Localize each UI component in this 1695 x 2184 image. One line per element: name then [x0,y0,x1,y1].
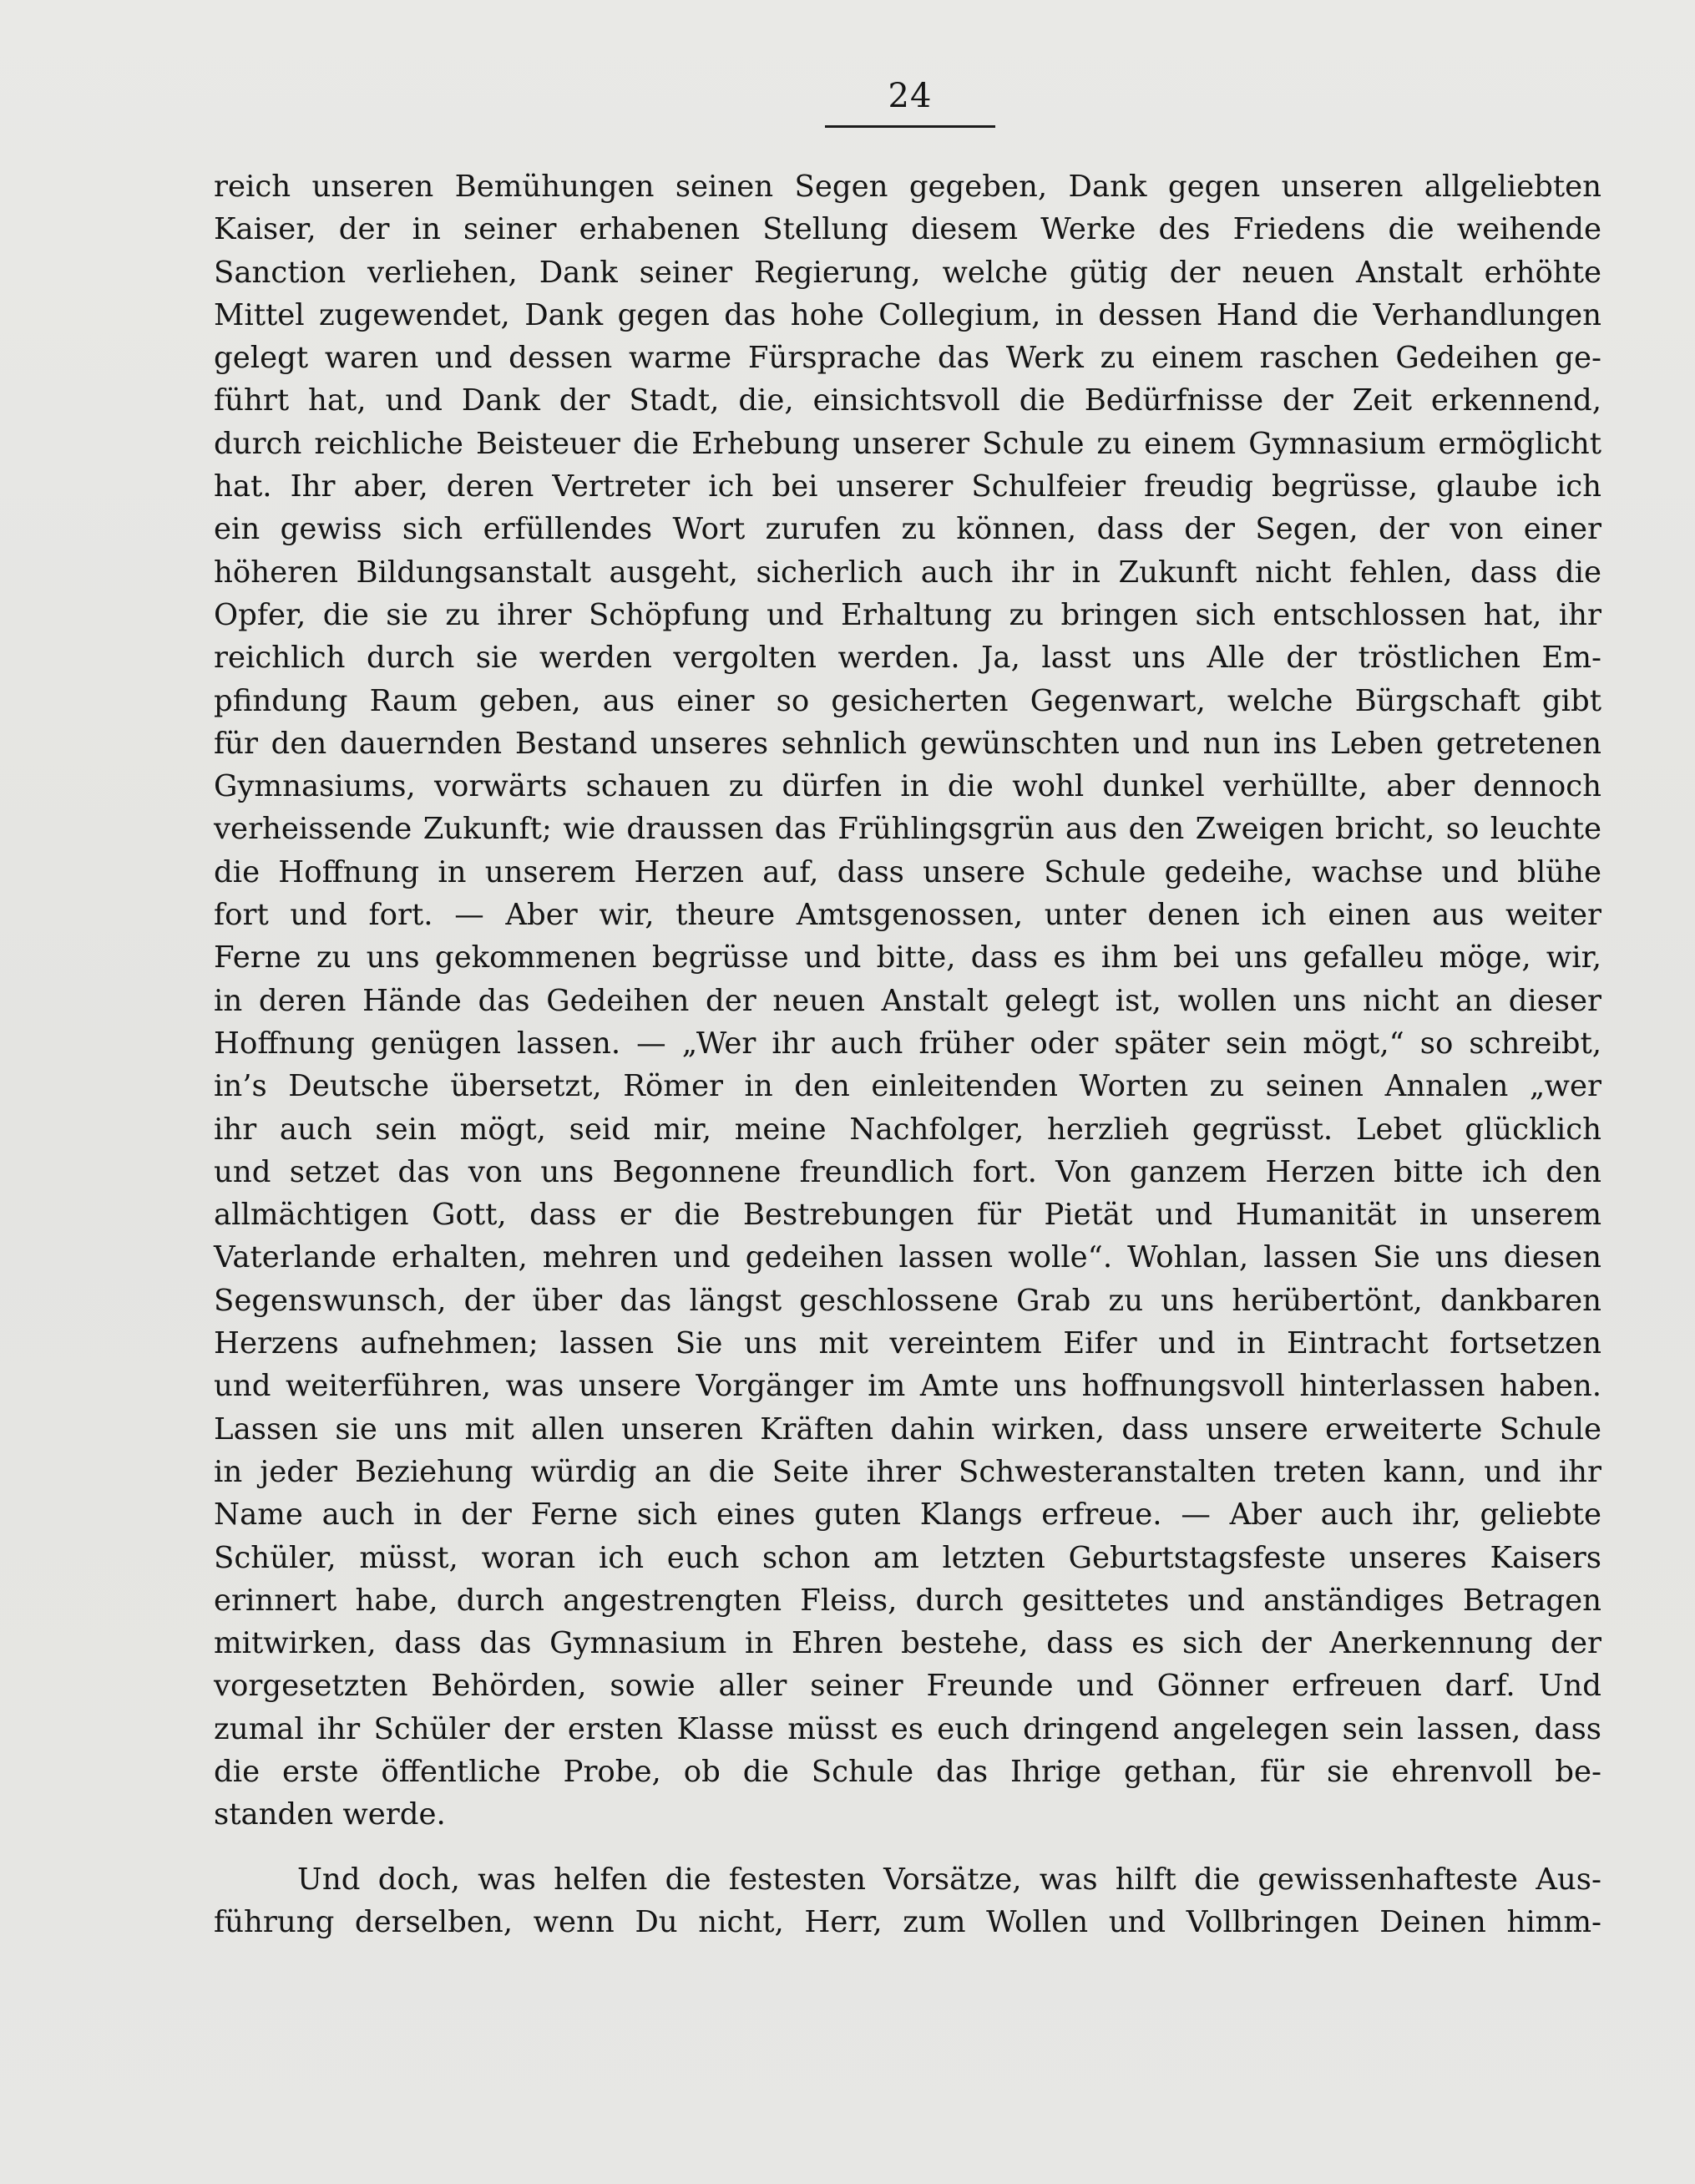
text-line: mitwirken, dass das Gymnasium in Ehren bestehe, dass es sich der Anerkennung der [214,1626,1601,1661]
paragraph-2 [214,1858,1601,1944]
text-line: Opfer, die sie zu ihrer Schöpfung und Erhaltung zu bringen sich entschlossen hat, ihr [214,597,1601,632]
paragraph-1 [214,165,1601,1837]
text-line: gelegt waren und dessen warme Fürsprache das Werk zu einem raschen Gedeihen ge- [214,341,1601,376]
text-line: in’s Deutsche übersetzt, Römer in den einleitenden Worten zu seinen Annalen „wer [214,1069,1601,1104]
text-line: Gymnasiums, vorwärts schauen zu dürfen in die wohl dunkel verhüllte, aber dennoch [214,769,1601,804]
text-line: reichlich durch sie werden vergolten werden. Ja, lasst uns Alle der tröstlichen Em- [214,641,1601,676]
text-line: Ferne zu uns gekommenen begrüsse und bitte, dass es ihm bei uns gefalleu möge, wir, [214,940,1601,975]
text-line: führt hat, und Dank der Stadt, die, einsichtsvoll die Bedürfnisse der Zeit erkennend, [214,383,1601,418]
text-line: in jeder Beziehung würdig an die Seite ihrer Schwesteranstalten treten kann, und ihr [214,1454,1601,1489]
text-line: in deren Hände das Gedeihen der neuen Anstalt gelegt ist, wollen uns nicht an dieser [214,983,1601,1018]
text-line: Name auch in der Ferne sich eines guten Klangs erfreue. — Aber auch ihr, geliebte [214,1497,1601,1533]
text-line: für den dauernden Bestand unseres sehnlich gewünschten und nun ins Leben getretenen [214,726,1601,761]
text-line: pfindung Raum geben, aus einer so gesicherten Gegenwart, welche Bürgschaft gibt [214,683,1601,718]
text-line: durch reichliche Beisteuer die Erhebung unserer Schule zu einem Gymnasium ermöglicht [214,426,1601,461]
text-line: reich unseren Bemühungen seinen Segen gegeben, Dank gegen unseren allgeliebten [214,170,1601,204]
text-line: ein gewiss sich erfüllendes Wort zurufen zu können, dass der Segen, der von einer [214,512,1601,547]
text-line: Mittel zugewendet, Dank gegen das hohe Collegium, in dessen Hand die Verhandlungen [214,297,1601,332]
text-line: zumal ihr Schüler der ersten Klasse müsst es euch dringend angelegen sein lassen, dass [214,1711,1601,1746]
page-number-rule [825,125,995,128]
text-line: Und doch, was helfen die festesten Vorsätze, was hilft die gewissenhafteste Aus- [297,1862,1601,1897]
text-line: und weiterführen, was unsere Vorgänger im Amte uns hoffnungsvoll hinterlassen haben. [214,1369,1601,1404]
text-line: Schüler, müsst, woran ich euch schon am letzten Geburtstagsfeste unseres Kaisers [214,1540,1601,1575]
text-line: Sanction verliehen, Dank seiner Regierung, welche gütig der neuen Anstalt erhöhte [214,255,1601,290]
text-line: die erste öffentliche Probe, ob die Schule das Ihrige gethan, für sie ehrenvoll be- [214,1754,1601,1789]
text-line: standen werde. [214,1797,446,1832]
text-line: Lassen sie uns mit allen unseren Kräften dahin wirken, dass unsere erweiterte Schule [214,1411,1601,1447]
body-text [214,165,1601,1943]
text-line: führung derselben, wenn Du nicht, Herr, zum Wollen und Vollbringen Deinen himm- [214,1904,1601,1939]
text-line: Vaterlande erhalten, mehren und gedeihen lassen wolle“. Wohlan, lassen Sie uns diesen [214,1240,1601,1275]
text-line: Segenswunsch, der über das längst geschlossene Grab zu uns herübertönt, dankbaren [214,1283,1601,1318]
text-line: und setzet das von uns Begonnene freundlich fort. Von ganzem Herzen bitte ich den [214,1154,1601,1189]
text-line: verheissende Zukunft; wie draussen das Frühlingsgrün aus den Zweigen bricht, so leuchte [214,812,1601,847]
text-line: fort und fort. — Aber wir, theure Amtsgenossen, unter denen ich einen aus weiter [214,898,1601,933]
page-number: 24 [888,77,933,115]
text-line: vorgesetzten Behörden, sowie aller seiner Freunde und Gönner erfreuen darf. Und [214,1669,1601,1704]
text-line: die Hoffnung in unserem Herzen auf, dass unsere Schule gedeihe, wachse und blühe [214,854,1601,889]
text-line: erinnert habe, durch angestrengten Fleiss, durch gesittetes und anständiges Betragen [214,1583,1601,1618]
text-line: Kaiser, der in seiner erhabenen Stellung diesem Werke des Friedens die weihende [214,212,1601,247]
text-line: allmächtigen Gott, dass er die Bestrebungen für Pietät und Humanität in unserem [214,1198,1601,1233]
text-line: hat. Ihr aber, deren Vertreter ich bei unserer Schulfeier freudig begrüsse, glaube ich [214,469,1601,504]
text-line: Herzens aufnehmen; lassen Sie uns mit vereintem Eifer und in Eintracht fortsetzen [214,1326,1601,1361]
text-line: ihr auch sein mögt, seid mir, meine Nachfolger, herzlieh gegrüsst. Lebet glücklich [214,1112,1601,1147]
text-line: höheren Bildungsanstalt ausgeht, sicherlich auch ihr in Zukunft nicht fehlen, dass die [214,555,1601,590]
text-line: Hoffnung genügen lassen. — „Wer ihr auch früher oder später sein mögt,“ so schreibt, [214,1026,1601,1061]
